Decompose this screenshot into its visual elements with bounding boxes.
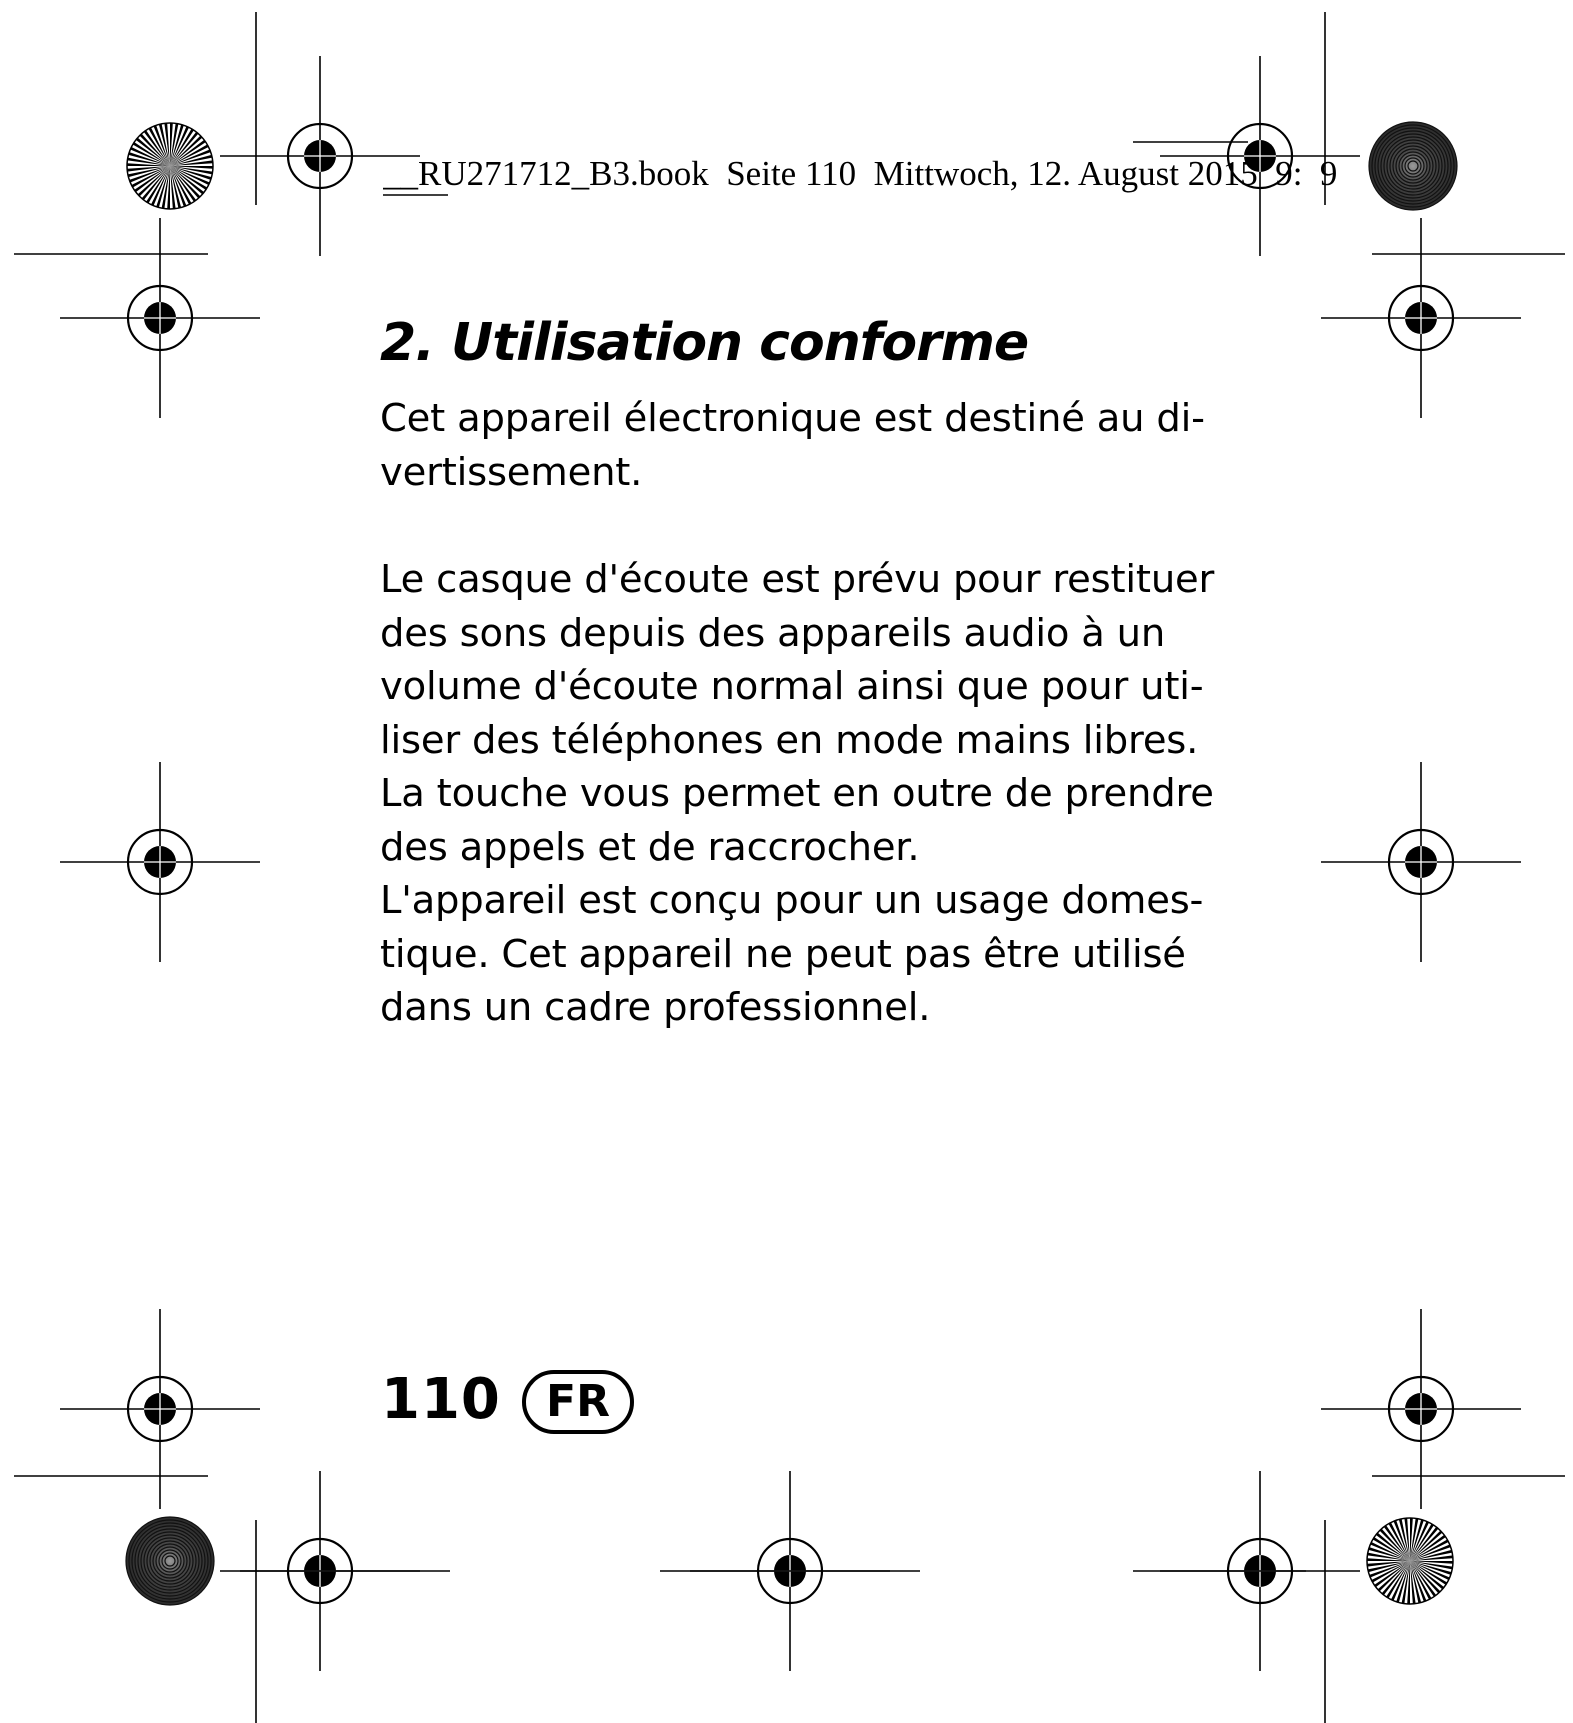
body-text	[380, 392, 1215, 1035]
dark-concentric-disc-icon	[126, 1517, 214, 1605]
text-line: volume d'écoute normal ainsi que pour uti-	[380, 664, 1204, 709]
text-line: tique. Cet appareil ne peut pas être utilisé	[380, 931, 1186, 977]
registration-mark-icon	[60, 762, 260, 962]
text-line: des appels et de raccrocher.	[380, 824, 920, 870]
paragraph-spacer	[380, 499, 1200, 553]
text-line: dans un cadre professionnel.	[380, 985, 931, 1030]
text-line: Le casque d'écoute est prévu pour restituer	[380, 557, 1215, 602]
text-line: vertissement.	[380, 449, 643, 495]
paragraph-headset-usage	[380, 553, 1215, 1035]
text-line: Cet appareil électronique est destiné au di-	[380, 396, 1205, 441]
text-line: L'appareil est conçu pour un usage domes-	[380, 878, 1204, 923]
registration-mark-icon	[1321, 218, 1521, 418]
radial-starburst-icon	[127, 123, 213, 209]
text-line: La touche vous permet en outre de prendre	[380, 771, 1214, 816]
radial-starburst-icon	[1367, 1518, 1453, 1604]
section-title: 2. Utilisation conforme	[380, 313, 1029, 373]
page-number: 110	[381, 1367, 501, 1432]
registration-mark-icon	[1321, 1309, 1521, 1509]
language-badge: FR	[522, 1370, 634, 1434]
text-line: des sons depuis des appareils audio à un	[380, 610, 1166, 656]
registration-mark-icon	[1321, 762, 1521, 962]
registration-mark-icon	[60, 1309, 260, 1509]
text-line: liser des téléphones en mode mains libres.	[380, 717, 1199, 763]
slug-line: __RU271712_B3.book Seite 110 Mittwoch, 12. August 2015 9: 9	[383, 154, 1338, 193]
registration-mark-icon	[60, 218, 260, 418]
paragraph-intended-use	[380, 392, 1205, 499]
